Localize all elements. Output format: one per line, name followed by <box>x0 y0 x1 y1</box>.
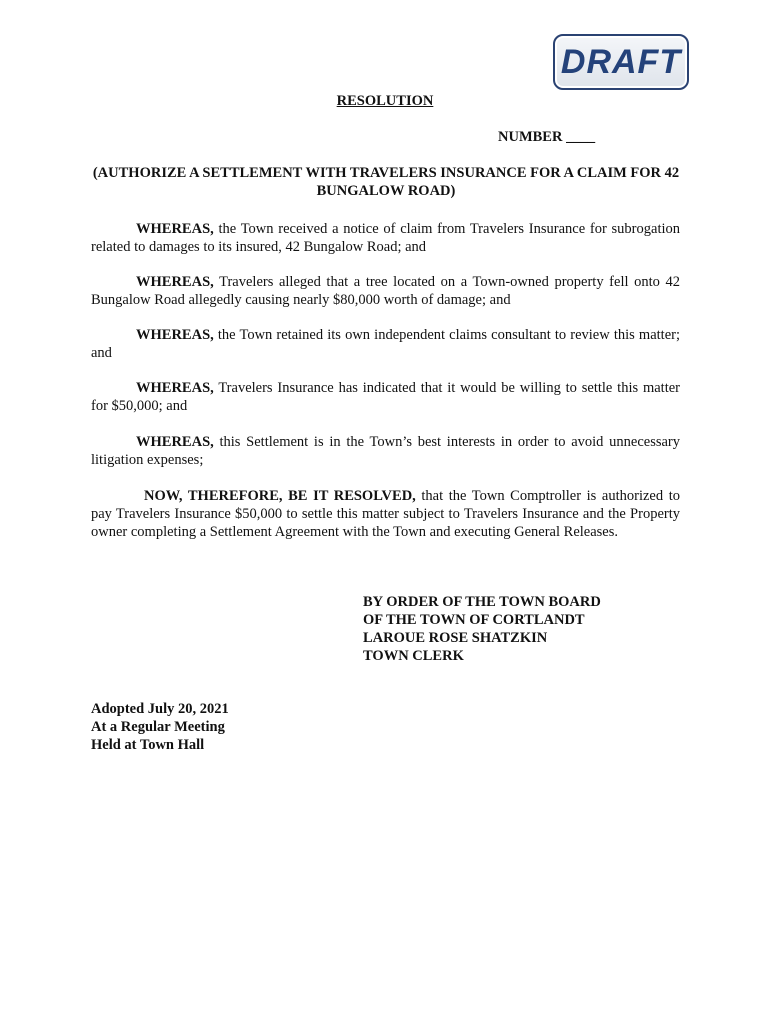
adoption-line: At a Regular Meeting <box>91 719 225 735</box>
adoption-line: Adopted July 20, 2021 <box>91 701 229 717</box>
paragraph-lead: WHEREAS, <box>136 327 214 343</box>
paragraph-text: Travelers alleged that a tree located on a Town-owned property fell onto 42 Bungalow Road allegedly causing nearly $80,000 worth of damage; and <box>91 274 680 308</box>
paragraph-text: that the Town Comptroller is authorized to pay Travelers Insurance $50,000 to settle this matter subject to Travelers Insurance and the Property owner completing a Settlement Agreement with the Town and executing General Releases. <box>91 488 680 540</box>
whereas-paragraph-5 <box>91 433 680 469</box>
paragraph-text: this Settlement is in the Town’s best interests in order to avoid unnecessary litigation expenses; <box>91 434 680 468</box>
paragraph-lead: NOW, THEREFORE, BE IT RESOLVED, <box>144 488 416 504</box>
draft-stamp <box>553 34 689 90</box>
signature-line: TOWN CLERK <box>363 648 464 664</box>
adoption-block <box>91 700 229 754</box>
signature-block <box>363 593 601 665</box>
paragraph-lead: WHEREAS, <box>136 434 214 450</box>
paragraph-lead: WHEREAS, <box>136 380 214 396</box>
signature-line: LAROUE ROSE SHATZKIN <box>363 630 548 646</box>
whereas-paragraph-2 <box>91 273 680 309</box>
resolution-title: RESOLUTION <box>336 93 434 109</box>
signature-line: OF THE TOWN OF CORTLANDT <box>363 612 585 628</box>
paragraph-text: the Town retained its own independent claims consultant to review this matter; and <box>91 327 680 361</box>
draft-stamp-text: DRAFT <box>560 42 682 81</box>
signature-line: BY ORDER OF THE TOWN BOARD <box>363 594 601 610</box>
paragraph-lead: WHEREAS, <box>136 221 214 237</box>
whereas-paragraph-1 <box>91 220 680 256</box>
resolved-paragraph <box>91 487 680 541</box>
whereas-paragraph-4 <box>91 379 680 415</box>
paragraph-text: the Town received a notice of claim from Travelers Insurance for subrogation related to damages to its insured, 42 Bungalow Road; and <box>91 221 680 255</box>
resolution-subject: (AUTHORIZE A SETTLEMENT WITH TRAVELERS INSURANCE FOR A CLAIM FOR 42 BUNGALOW ROAD) <box>92 165 680 199</box>
resolution-number: NUMBER ____ <box>498 129 596 145</box>
paragraph-lead: WHEREAS, <box>136 274 214 290</box>
whereas-paragraph-3 <box>91 326 680 362</box>
paragraph-text: Travelers Insurance has indicated that it would be willing to settle this matter for $50,000; and <box>91 380 680 414</box>
adoption-line: Held at Town Hall <box>91 737 205 753</box>
